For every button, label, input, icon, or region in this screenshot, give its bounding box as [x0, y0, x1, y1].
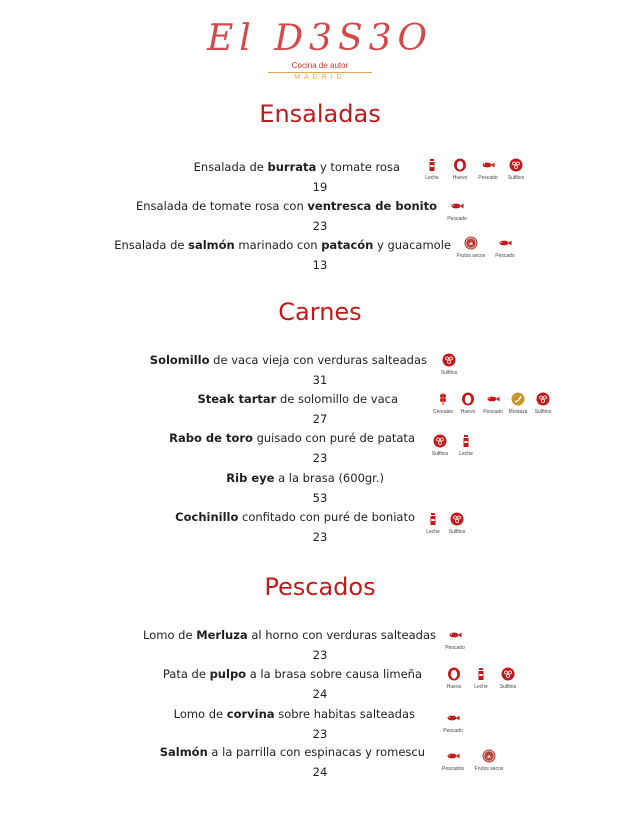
allergen-label: Pescados — [442, 766, 464, 772]
section-title-ensaladas: Ensaladas — [259, 100, 381, 128]
allergen-list — [429, 434, 477, 457]
milk-bottle-icon — [426, 512, 440, 526]
allergen-badge — [482, 392, 504, 415]
nuts-icon — [482, 749, 496, 763]
dish-name: Cochinillo confitado con puré de boniato — [175, 510, 415, 524]
allergen-label: Sulfitos — [431, 451, 449, 457]
allergen-label: Pescado — [447, 216, 467, 222]
allergen-label: Pescado — [478, 175, 498, 181]
allergen-label: Huevo — [452, 175, 468, 181]
allergen-badge — [494, 236, 516, 259]
allergen-badge — [422, 512, 444, 535]
allergen-list — [432, 392, 554, 415]
fish-icon — [450, 199, 464, 213]
allergen-list — [442, 711, 464, 734]
allergen-list — [444, 628, 466, 651]
fish-icon — [498, 236, 512, 250]
allergen-badge — [442, 749, 464, 772]
allergen-label: Leche — [425, 175, 439, 181]
dish-price: 23 — [312, 727, 328, 741]
allergen-badge — [477, 158, 499, 181]
section-title-carnes: Carnes — [278, 298, 362, 326]
dish-price: 24 — [312, 765, 328, 779]
allergen-badge — [532, 392, 554, 415]
allergen-label: Mostaza — [508, 409, 528, 415]
restaurant-logo — [0, 14, 640, 90]
allergen-label: Pescado — [445, 645, 465, 651]
allergen-list — [421, 158, 527, 181]
milk-bottle-icon — [425, 158, 439, 172]
dish-price: 53 — [312, 491, 328, 505]
egg-icon — [461, 392, 475, 406]
dish-price: 23 — [312, 648, 328, 662]
dish-name: Ensalada de burrata y tomate rosa — [193, 160, 400, 174]
sulphites-icon — [450, 512, 464, 526]
dish-price: 23 — [312, 219, 328, 233]
dish-price: 24 — [312, 687, 328, 701]
allergen-badge — [429, 434, 451, 457]
allergen-badge — [444, 628, 466, 651]
allergen-label: Sulfitos — [534, 409, 552, 415]
allergen-badge — [446, 199, 468, 222]
dish-price: 19 — [312, 180, 328, 194]
dish-price: 23 — [312, 451, 328, 465]
sulphites-icon — [509, 158, 523, 172]
allergen-label: Huevo — [446, 684, 462, 690]
allergen-list — [446, 199, 468, 222]
allergen-label: Cereales — [432, 409, 453, 415]
sulphites-icon — [501, 667, 515, 681]
allergen-label: Leche — [459, 451, 473, 457]
allergen-label: Sulfitos — [448, 529, 466, 535]
dish-name: Ensalada de salmón marinado con patacón y guacamole — [114, 238, 451, 252]
dish-name: Lomo de Merluza al horno con verduras salteadas — [143, 628, 436, 642]
mustard-icon — [511, 392, 525, 406]
fish-icon — [448, 628, 462, 642]
allergen-label: Sulfitos — [507, 175, 525, 181]
allergen-label: Frutos secos — [474, 766, 504, 772]
allergen-label: Leche — [426, 529, 440, 535]
fish-icon — [481, 158, 495, 172]
allergen-label: Leche — [474, 684, 488, 690]
fish-icon — [446, 749, 460, 763]
allergen-list — [456, 236, 516, 259]
egg-icon — [453, 158, 467, 172]
allergen-badge — [507, 392, 529, 415]
sulphites-icon — [442, 353, 456, 367]
allergen-label: Huevo — [460, 409, 476, 415]
allergen-label: Pescado — [483, 409, 503, 415]
dish-price: 31 — [312, 373, 328, 387]
nuts-icon — [464, 236, 478, 250]
sulphites-icon — [536, 392, 550, 406]
logo-divider — [268, 72, 372, 73]
section-title-pescados: Pescados — [264, 573, 376, 601]
allergen-badge — [505, 158, 527, 181]
allergen-list — [443, 667, 519, 690]
allergen-badge — [470, 667, 492, 690]
dish-price: 13 — [312, 258, 328, 272]
allergen-badge — [449, 158, 471, 181]
allergen-label: Sulfitos — [499, 684, 517, 690]
cereals-icon — [436, 392, 450, 406]
dish-price: 23 — [312, 530, 328, 544]
dish-name: Rib eye a la brasa (600gr.) — [226, 471, 384, 485]
dish-name: Solomillo de vaca vieja con verduras salteadas — [149, 353, 427, 367]
fish-icon — [446, 711, 460, 725]
dish-name: Salmón a la parrilla con espinacas y romescu — [159, 745, 425, 759]
milk-bottle-icon — [459, 434, 473, 448]
dish-name: Ensalada de tomate rosa con ventresca de bonito — [136, 199, 437, 213]
allergen-list — [438, 353, 460, 376]
dish-name: Steak tartar de solomillo de vaca — [197, 392, 398, 406]
dish-price: 27 — [312, 412, 328, 426]
allergen-badge — [456, 236, 486, 259]
allergen-badge — [457, 392, 479, 415]
egg-icon — [447, 667, 461, 681]
dish-name: Lomo de corvina sobre habitas salteadas — [173, 707, 415, 721]
sulphites-icon — [433, 434, 447, 448]
allergen-badge — [442, 711, 464, 734]
dish-name: Rabo de toro guisado con puré de patata — [169, 431, 415, 445]
allergen-label: Frutos secos — [456, 253, 486, 259]
allergen-label: Pescado — [495, 253, 515, 259]
logo-brand: El D3S3O — [206, 18, 434, 59]
milk-bottle-icon — [474, 667, 488, 681]
allergen-label: Pescado — [443, 728, 463, 734]
allergen-badge — [497, 667, 519, 690]
allergen-badge — [455, 434, 477, 457]
allergen-list — [442, 749, 504, 772]
logo-tagline: Cocina de autor — [291, 61, 349, 70]
allergen-badge — [432, 392, 454, 415]
allergen-badge — [446, 512, 468, 535]
allergen-badge — [421, 158, 443, 181]
allergen-badge — [443, 667, 465, 690]
fish-icon — [486, 392, 500, 406]
dish-name: Pata de pulpo a la brasa sobre causa limeña — [162, 667, 422, 681]
allergen-label: Sulfitos — [440, 370, 458, 376]
allergen-badge — [438, 353, 460, 376]
allergen-badge — [474, 749, 504, 772]
allergen-list — [422, 512, 468, 535]
logo-city: MADRID — [294, 74, 346, 81]
